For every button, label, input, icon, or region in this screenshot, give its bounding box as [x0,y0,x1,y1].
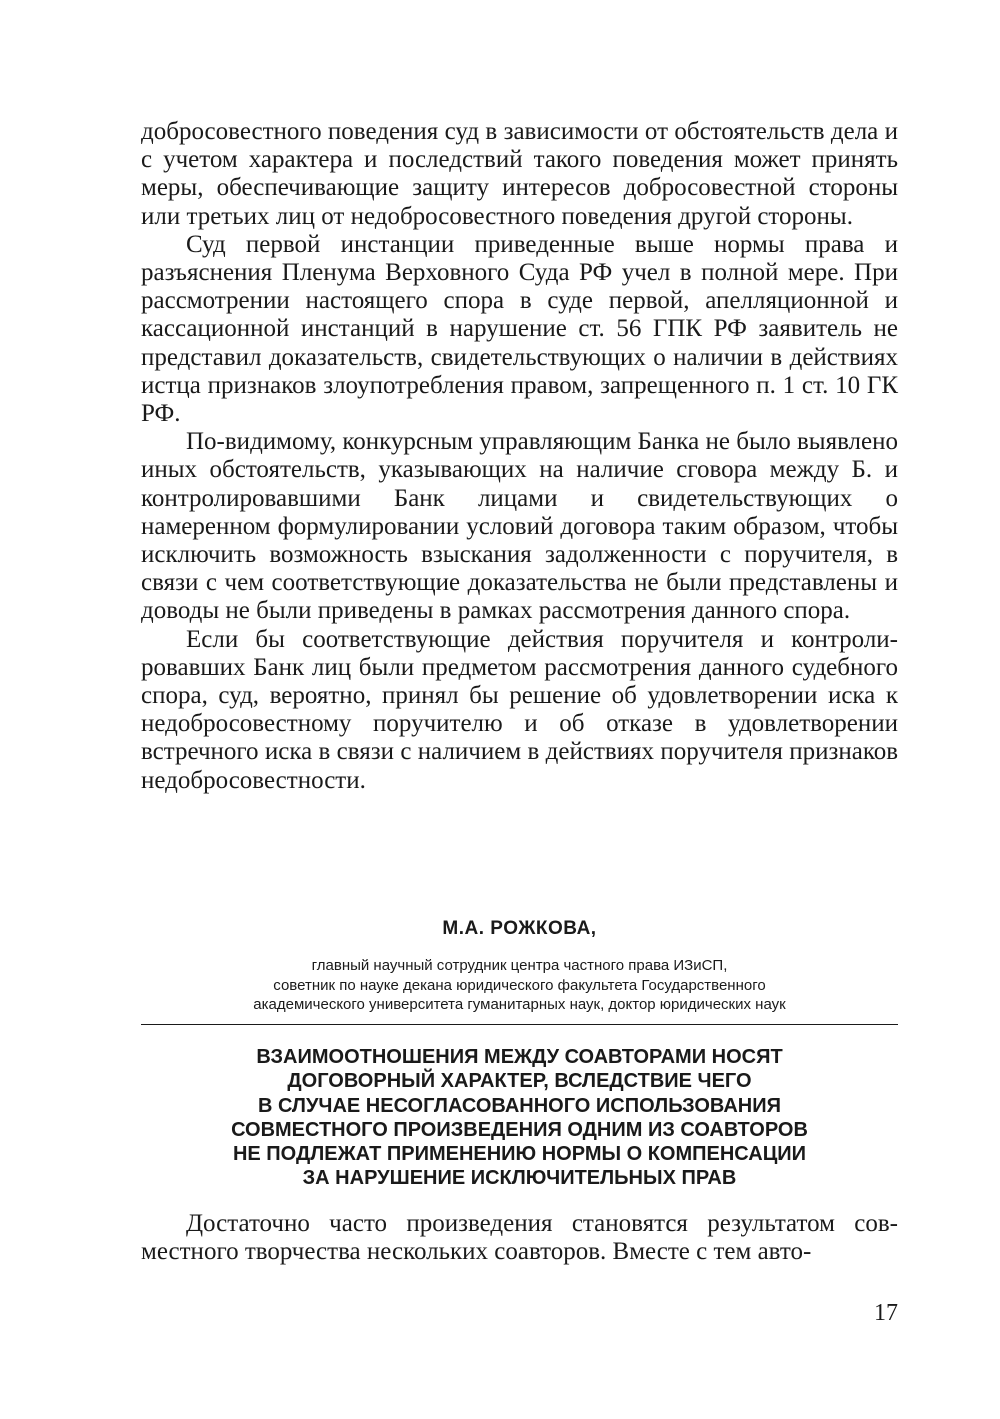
author-affiliation-line: советник по науке декана юридического факультета Государственного [273,976,766,994]
author-block [141,918,898,1015]
section-body-text [141,1210,898,1266]
paragraph-4: Если бы соответствующие действия поручителя и контролировавших Банк лиц были предметом рассмотрения данного судебного спора, суд, вероятно, принял бы решение об удовлетворении иска к недобросовестному поручителю и об отказе в удовлетворении встречного иска в связи с наличием в действиях поручителя признаков недобросовестности. [141,625,898,794]
section-heading [141,1045,898,1191]
paragraph-2: Суд первой инстанции приведенные выше нормы права и разъяснения Пленума Верховного Суда РФ учел в полной мере. При рассмотрении настоящего спора в суде первой, апелляционной и кассационной инстанций в нарушение ст. 56 ГПК РФ заявитель не представил доказательств, свидетельствующих о наличии в действиях истца признаков злоупотребления правом, запрещенного п. 1 ст. 10 ГК РФ. [141,230,898,428]
heading-line: ДОГОВОРНЫЙ ХАРАКТЕР, ВСЛЕДСТВИЕ ЧЕГО [287,1070,752,1093]
heading-line: ЗА НАРУШЕНИЕ ИСКЛЮЧИТЕЛЬНЫХ ПРАВ [302,1167,737,1190]
author-name: М.А. РОЖКОВА, [442,918,597,939]
page-number: 17 [874,1300,898,1326]
author-affiliation-line: главный научный сотрудник центра частного права ИЗиСП, [311,957,728,974]
heading-line: НЕ ПОДЛЕЖАТ ПРИМЕНЕНИЮ НОРМЫ О КОМПЕНСАЦИИ [232,1143,807,1166]
heading-line: СОВМЕСТНОГО ПРОИЗВЕДЕНИЯ ОДНИМ ИЗ СОАВТОРОВ [231,1118,808,1141]
author-affiliation [141,956,898,1015]
paragraph-5: Достаточно часто произведения становятся результатом совместного творчества нескольких соавторов. Вместе с тем авто- [141,1210,898,1266]
paragraph-1: добросовестного поведения суд в зависимости от обстоятельств дела и с учетом характера и последствий такого поведения может принять меры, обеспечивающие защиту интересов добросовестной стороны или третьих лиц от недобросовестного поведения другой стороны. [141,118,898,230]
main-body-text [141,118,898,795]
heading-line: ВЗАИМООТНОШЕНИЯ МЕЖДУ СОАВТОРАМИ НОСЯТ [256,1046,783,1068]
section-divider [141,1024,898,1025]
paragraph-3: По-видимому, конкурсным управляющим Банка не было выявлено иных обстоятельств, указывающих на наличие сговора между Б. и контролировавшими Банк лицами и свидетельствующих о намеренном формулировании условий договора таким образом, чтобы исключить возможность взыскания задолженности с поручителя, в связи с чем соответствующие доказательства не были представлены и доводы не были приведены в рамках рассмотрения данного спора. [141,428,898,625]
heading-line: В СЛУЧАЕ НЕСОГЛАСОВАННОГО ИСПОЛЬЗОВАНИЯ [257,1094,781,1117]
author-affiliation-line: академического университета гуманитарных наук, доктор юридических наук [253,996,786,1013]
